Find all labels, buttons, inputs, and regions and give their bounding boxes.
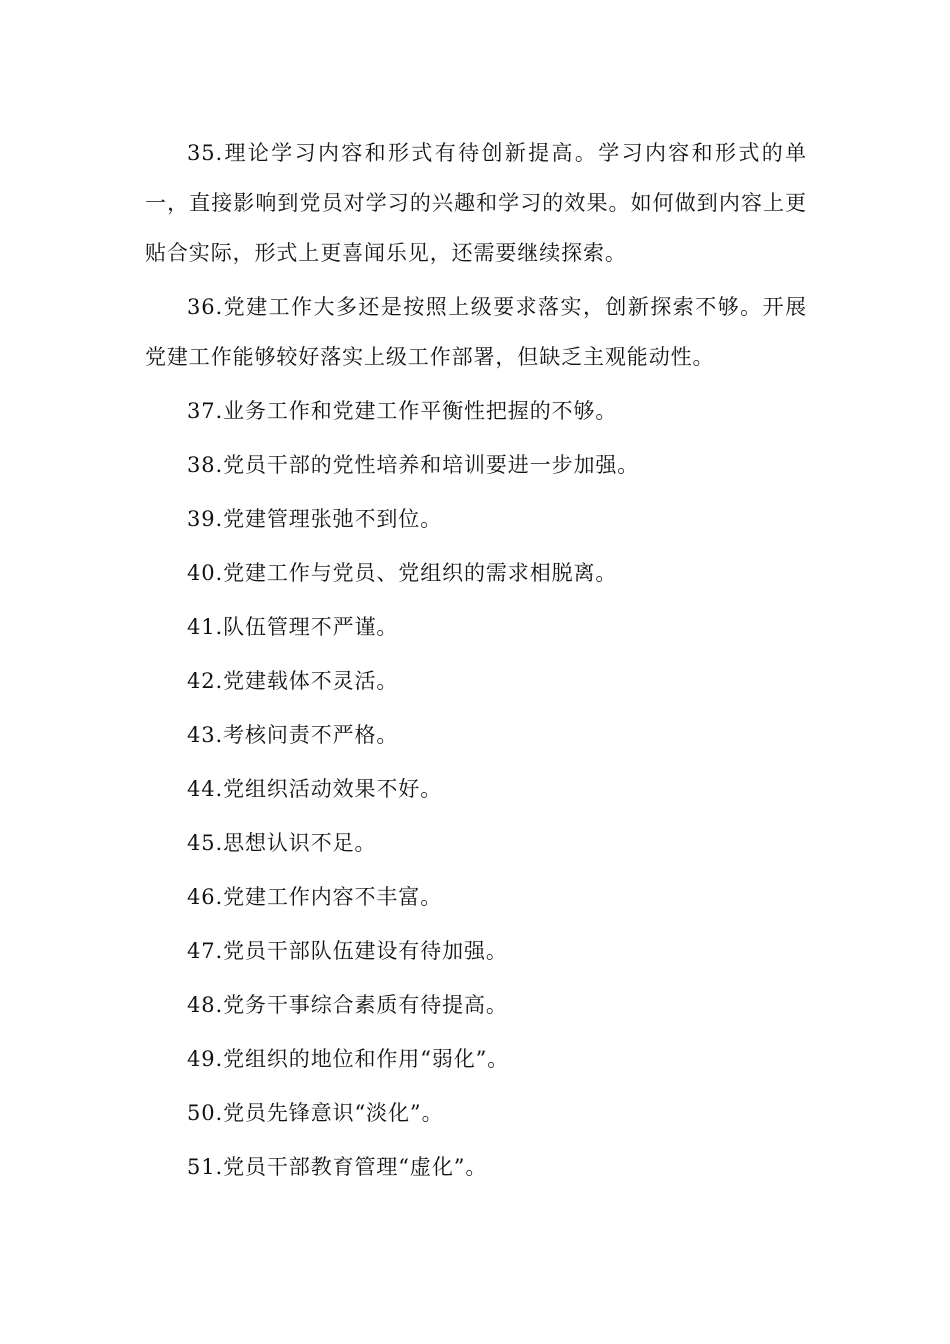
paragraph-39: 39.党建管理张弛不到位。 xyxy=(187,507,443,531)
paragraph-42: 42.党建载体不灵活。 xyxy=(187,669,399,693)
paragraph-44: 44.党组织活动效果不好。 xyxy=(187,777,443,801)
paragraph-50: 50.党员先锋意识“淡化”。 xyxy=(187,1101,444,1125)
paragraph-40: 40.党建工作与党员、党组织的需求相脱离。 xyxy=(187,561,618,585)
document-body xyxy=(145,128,807,1196)
paragraph-51: 51.党员干部教育管理“虚化”。 xyxy=(187,1155,488,1179)
paragraph-48: 48.党务干事综合素质有待提高。 xyxy=(187,993,508,1017)
paragraph-47: 47.党员干部队伍建设有待加强。 xyxy=(187,939,508,963)
paragraph-37: 37.业务工作和党建工作平衡性把握的不够。 xyxy=(187,399,618,423)
paragraph-49: 49.党组织的地位和作用“弱化”。 xyxy=(187,1047,510,1071)
paragraph-36: 36.党建工作大多还是按照上级要求落实，创新探索不够。开展党建工作能够较好落实上级工作部署，但缺乏主观能动性。 xyxy=(145,295,807,369)
paragraph-35: 35.理论学习内容和形式有待创新提高。学习内容和形式的单一，直接影响到党员对学习的兴趣和学习的效果。如何做到内容上更贴合实际，形式上更喜闻乐见，还需要继续探索。 xyxy=(145,141,807,265)
paragraph-46: 46.党建工作内容不丰富。 xyxy=(187,885,443,909)
paragraph-38: 38.党员干部的党性培养和培训要进一步加强。 xyxy=(187,453,640,477)
paragraph-43: 43.考核问责不严格。 xyxy=(187,723,399,747)
paragraph-45: 45.思想认识不足。 xyxy=(187,831,377,855)
paragraph-41: 41.队伍管理不严谨。 xyxy=(187,615,399,639)
